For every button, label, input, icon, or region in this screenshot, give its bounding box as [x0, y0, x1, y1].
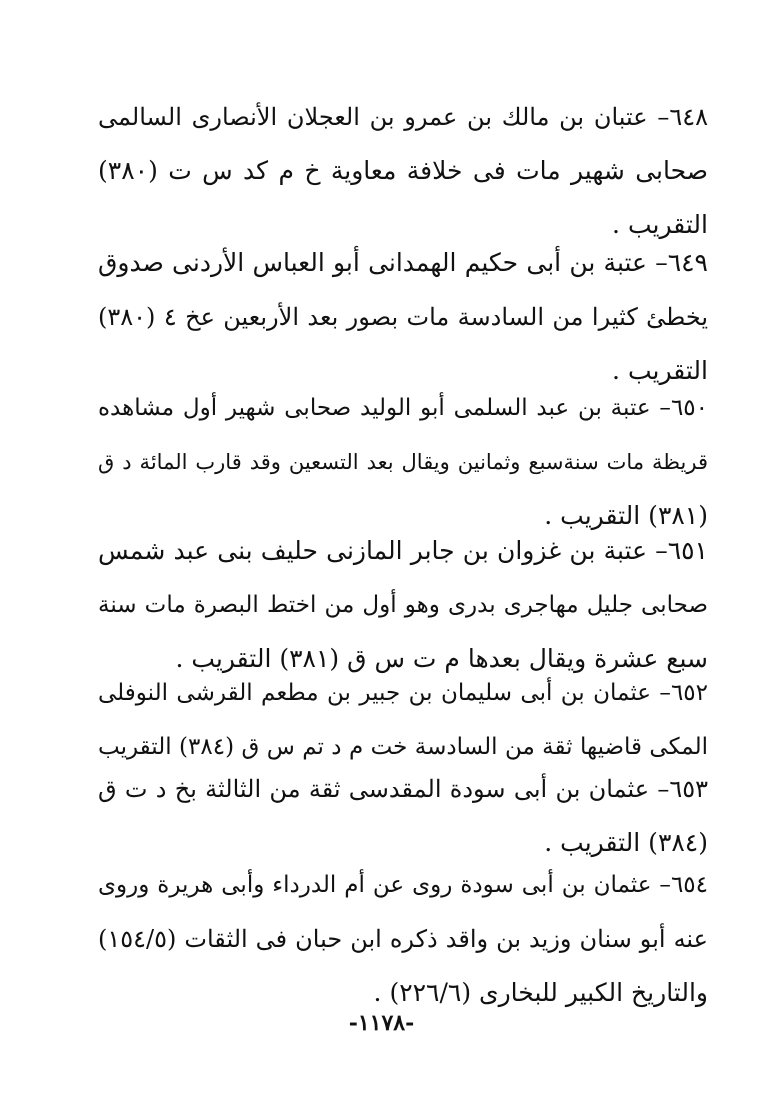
entry-line: ٦٥٠– عتبة بن عبد السلمى أبو الوليد صحابى شهير أول مشاهده: [98, 395, 708, 421]
entry-line: المكى قاضيها ثقة من السادسة خت م د تم س ق (٣٨٤) التقريب: [98, 734, 708, 760]
entry-line: ٦٤٩– عتبة بن أبى حكيم الهمدانى أبو العباس الأردنى صدوق: [98, 248, 708, 277]
entry-line: (٣٨٤) التقريب .: [544, 828, 708, 857]
entry-line: ٦٥٤– عثمان بن أبى سودة روى عن أم الدرداء وأبى هريرة وروى: [98, 872, 708, 898]
entry-line: سبع عشرة ويقال بعدها م ت س ق (٣٨١) التقريب .: [175, 644, 708, 673]
entry-654: [98, 858, 708, 1020]
entry-line: ٦٥٢– عثمان بن أبى سليمان بن جبير بن مطعم القرشى النوفلى: [98, 680, 708, 706]
entry-648: [98, 90, 708, 252]
entry-651: [98, 524, 708, 686]
page-number: -١١٧٨-: [348, 1010, 415, 1036]
entry-650: [98, 381, 708, 543]
entry-line: عنه أبو سنان وزيد بن واقد ذكره ابن حبان فى الثقات (١٥٤/٥): [98, 925, 708, 953]
entry-line: ٦٥١– عتبة بن غزوان بن جابر المازنى حليف بنى عبد شمس: [98, 536, 708, 565]
entry-line: (٣٨١) التقريب .: [544, 501, 708, 530]
entry-line: ٦٤٨– عتبان بن مالك بن عمرو بن العجلان الأنصارى السالمى: [98, 103, 708, 131]
entry-line: صحابى جليل مهاجرى بدرى وهو أول من اختط البصرة مات سنة: [98, 592, 708, 618]
entry-649: [98, 236, 708, 398]
entry-line: ٦٥٣– عثمان بن أبى سودة المقدسى ثقة من الثالثة بخ د ت ق: [98, 775, 708, 803]
entry-line: والتاريخ الكبير للبخارى (٢٢٦/٦) .: [373, 978, 708, 1007]
entry-line: التقريب .: [612, 356, 708, 385]
entry-line: التقريب .: [612, 210, 708, 239]
entry-line: صحابى شهير مات فى خلافة معاوية خ م كد س ت (٣٨٠): [98, 156, 708, 185]
entry-652: [98, 666, 708, 774]
entry-line: يخطئ كثيرا من السادسة مات بصور بعد الأربعين عخ ٤ (٣٨٠): [98, 303, 708, 331]
entry-653: [98, 762, 708, 870]
entry-line: قريظة مات سنةسبع وثمانين ويقال بعد التسعين وقد قارب المائة د ق: [98, 450, 708, 474]
